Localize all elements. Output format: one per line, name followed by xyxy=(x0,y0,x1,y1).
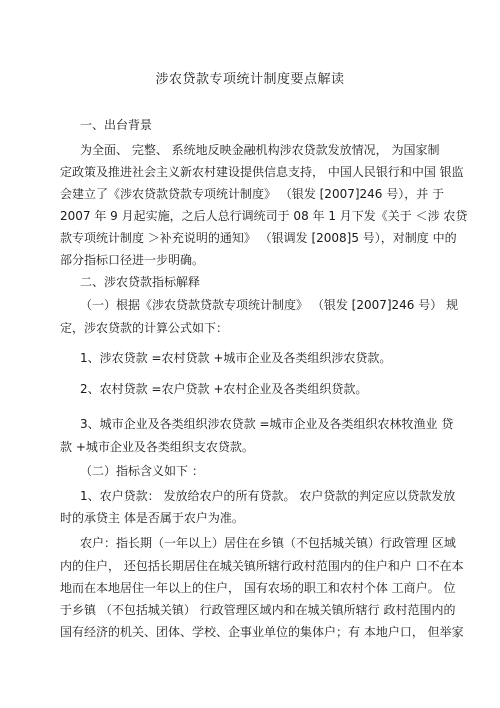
formula-line: 3、城市企业及各类组织涉农贷款 =城市企业及各类组织农林牧渔业 贷 xyxy=(80,417,454,431)
paragraph-line: 2007 年 9 月起实施，之后人总行调统司于 08 年 1 月下发《关于 ＜涉 农贷 xyxy=(60,209,468,223)
paragraph-line: 定，涉农贷款的计算公式如下： xyxy=(60,321,229,335)
paragraph-line: 会建立了《涉农贷款贷款专项统计制度》 （银发 [2007]246 号），并 于 xyxy=(60,187,445,201)
paragraph-line: 部分指标口径进一步明确。 xyxy=(60,253,205,267)
document-title: 涉农贷款专项统计制度要点解读 xyxy=(155,72,345,87)
paragraph-line: 定政策及推进社会主义新农村建设提供信息支持， 中国人民银行和中国 银监 xyxy=(60,165,464,179)
paragraph-line: 时的承贷主 体是否属于农户为准。 xyxy=(60,511,244,525)
section-heading-indicators: 二、涉农贷款指标解释 xyxy=(80,275,201,289)
paragraph-line: 款 +城市企业及各类组织支农贷款。 xyxy=(60,440,254,454)
subsection-heading: （二）指标含义如下 ： xyxy=(80,464,204,478)
paragraph-line: 款专项统计制度 ＞补充说明的通知》 （银调发 [2008]5 号），对制度 中的 xyxy=(60,231,457,245)
paragraph-line: 内的住户， 还包括长期居住在城关镇所辖行政村范围内的住户和户 口不在本 xyxy=(60,559,464,573)
paragraph-line: 地而在本地居住一年以上的住户， 国有农场的职工和农村个体 工商户。 位 xyxy=(60,581,456,595)
paragraph-line: 于乡镇 （不包括城关镇） 行政管理区域内和在城关镇所辖行 政村范围内的 xyxy=(60,603,456,617)
paragraph-line: 为全面、 完整、 系统地反映金融机构涉农贷款发放情况， 为国家制 xyxy=(80,143,440,157)
paragraph-line: （一）根据《涉农贷款贷款专项统计制度》 （银发 [2007]246 号） 规 xyxy=(80,298,459,312)
paragraph-line: 1、农户贷款： 发放给农户的所有贷款。 农户贷款的判定应以贷款发放 xyxy=(80,489,456,503)
formula-line: 2、农村贷款 =农户贷款 +农村企业及各类组织贷款。 xyxy=(80,382,368,396)
paragraph-line: 国有经济的机关、团体、学校、企事业单位的集体户；有 本地户口， 但举家 xyxy=(60,625,464,639)
section-heading-background: 一、出台背景 xyxy=(80,118,153,132)
paragraph-line: 农户：指长期（一年以上）居住在乡镇（不包括城关镇）行政管理 区域 xyxy=(80,536,456,550)
formula-line: 1、涉农贷款 =农村贷款 +城市企业及各类组织涉农贷款。 xyxy=(80,351,392,365)
